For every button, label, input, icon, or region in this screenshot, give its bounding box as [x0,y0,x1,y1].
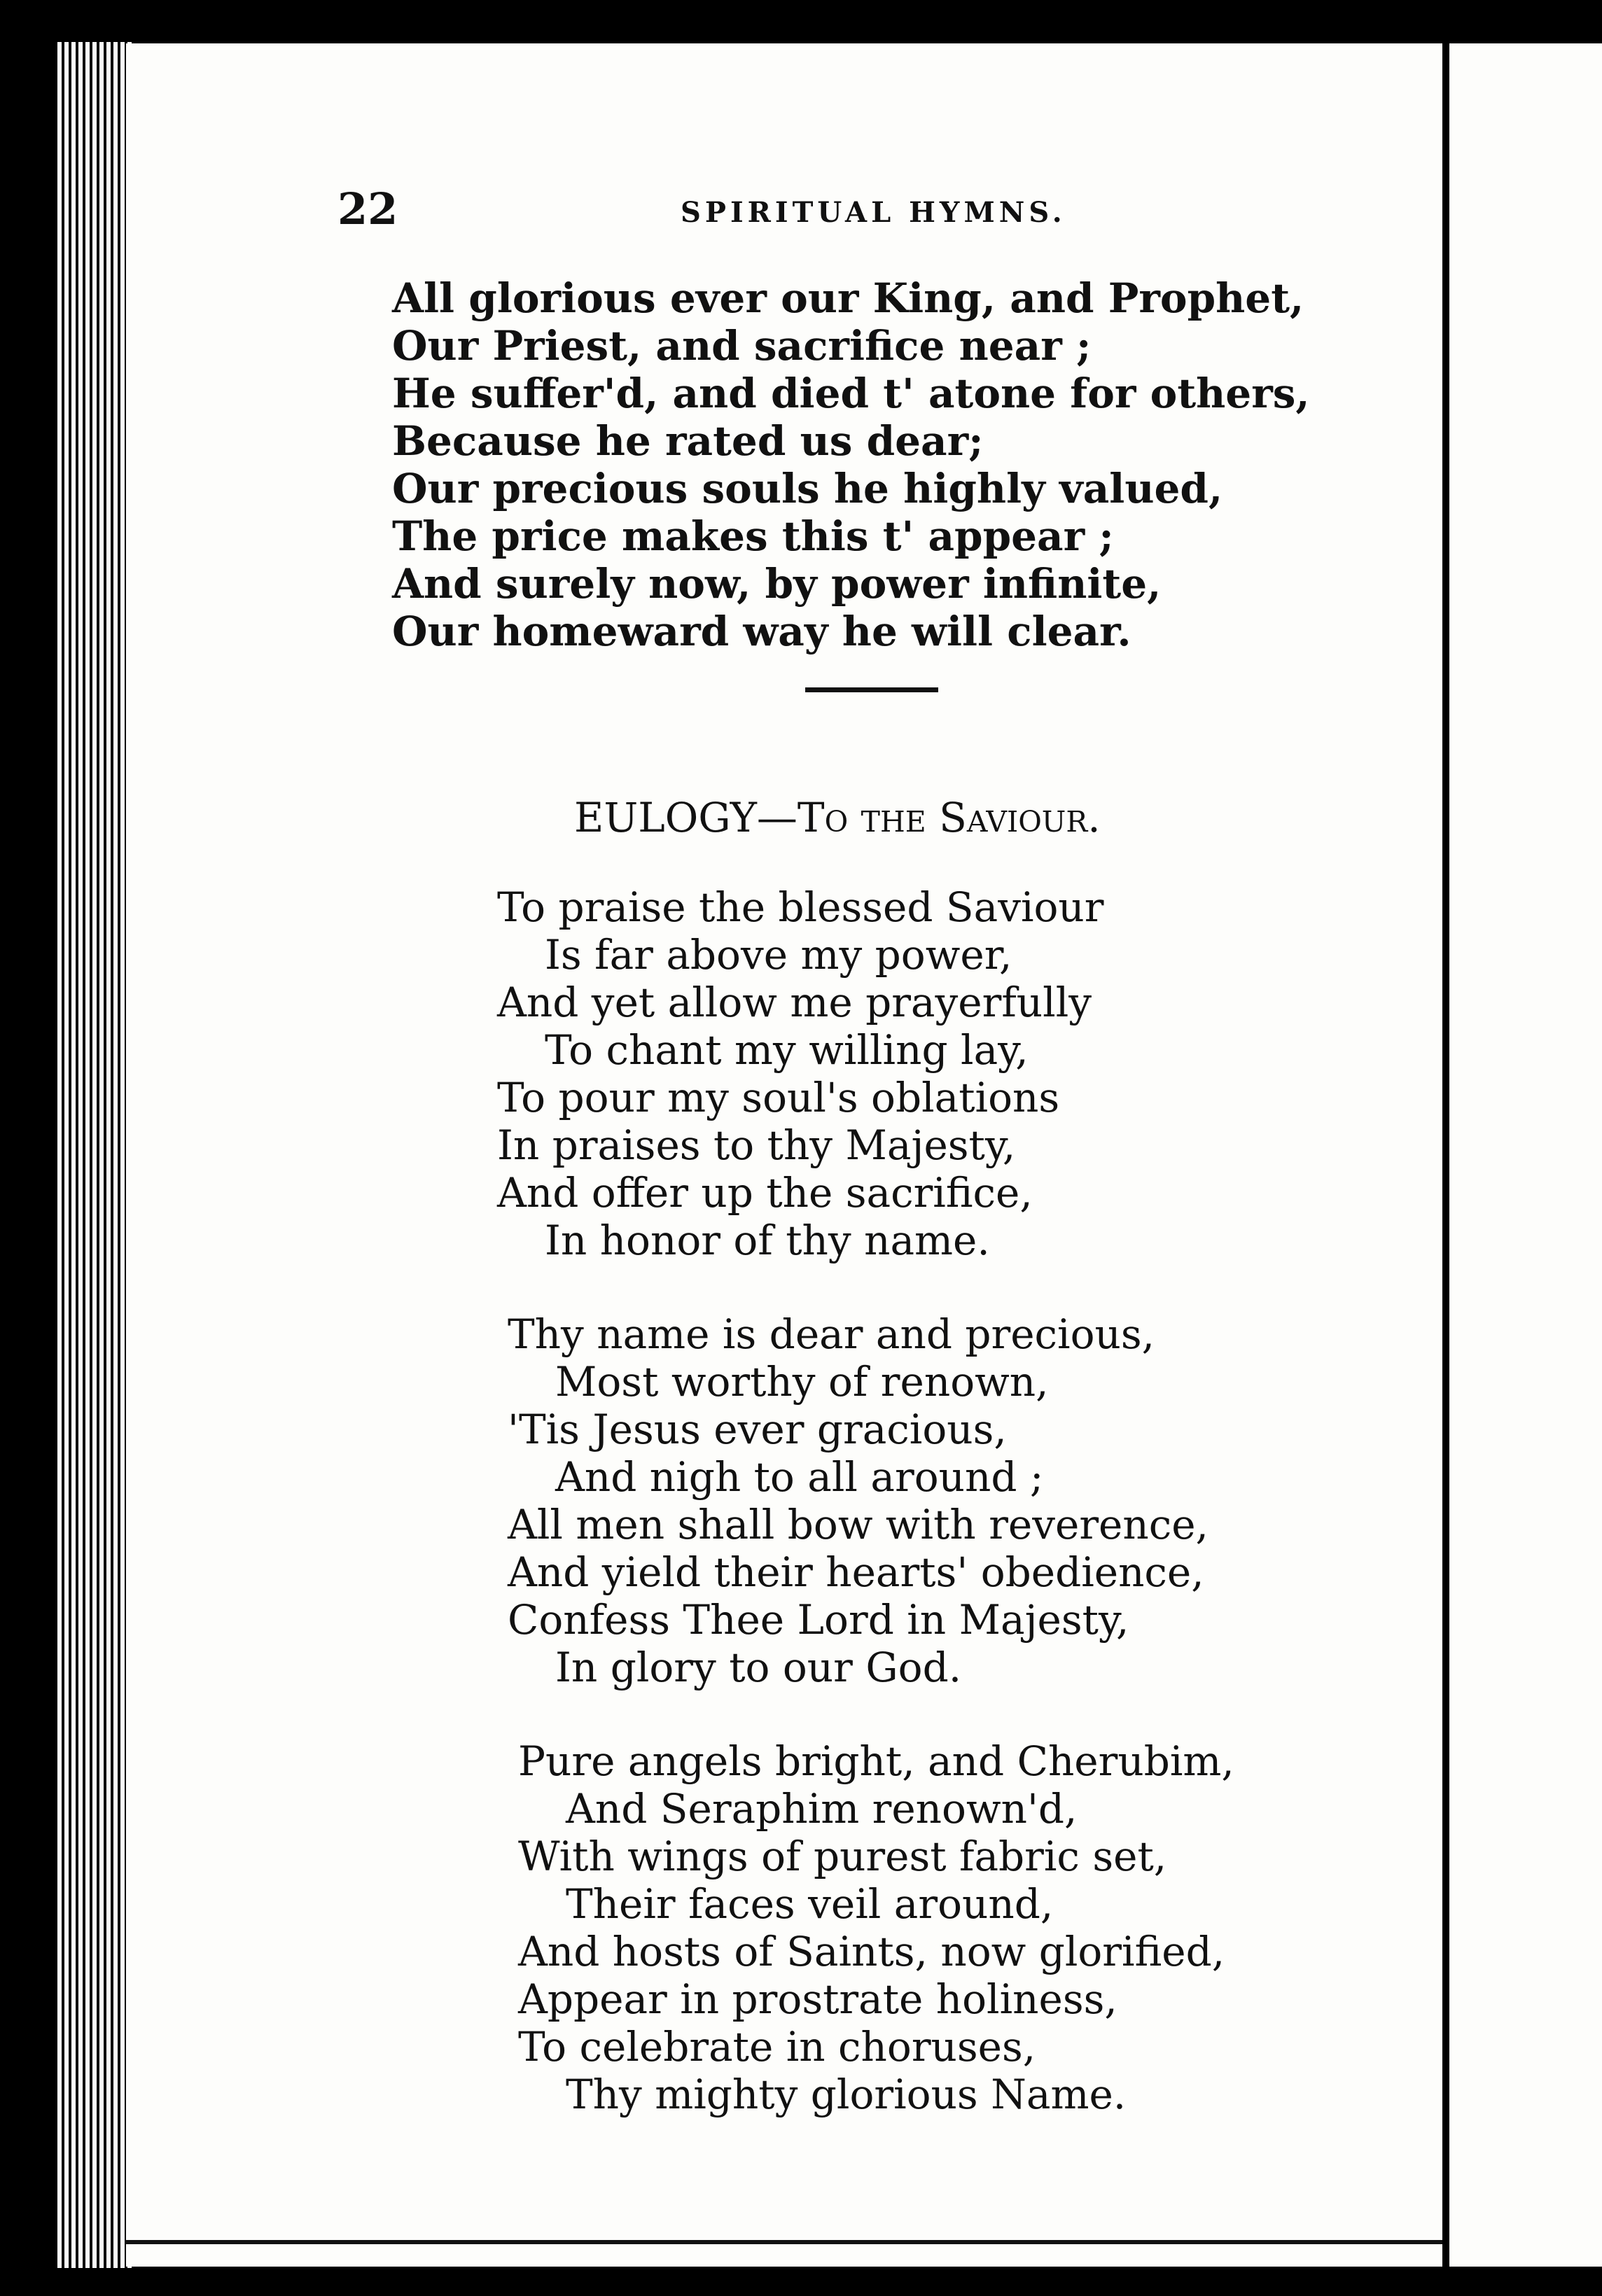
page-bottom-edge [126,2240,1442,2244]
verse-line: He suffer'd, and died t' atone for others, [392,370,1310,417]
running-head: SPIRITUAL HYMNS. [681,196,1066,229]
facing-page-edge [1449,43,1602,2267]
verse-line: Our homeward way he will clear. [392,608,1131,655]
verse-line: To chant my willing lay, [545,1026,1029,1074]
verse-line: And offer up the sacrifice, [497,1169,1033,1217]
verse-line: Our Priest, and sacrifice near ; [392,322,1092,370]
verse-line: Appear in prostrate holiness, [518,1975,1117,2023]
verse-line: Because he rated us dear; [392,417,984,465]
hymn-title-sub: To the Saviour. [797,794,1101,841]
verse-line: And yet allow me prayerfully [497,979,1092,1026]
book-page [126,43,1442,2267]
verse-line: To praise the blessed Saviour [497,883,1104,931]
section-divider [805,687,938,692]
verse-line: Thy name is dear and precious, [508,1310,1155,1358]
verse-line: Thy mighty glorious Name. [566,2071,1127,2118]
verse-line: Pure angels bright, and Cherubim, [518,1737,1234,1785]
verse-line: All glorious ever our King, and Prophet, [392,274,1304,322]
verse-line: To pour my soul's oblations [497,1074,1060,1121]
page-edges [57,42,134,2268]
verse-line: In honor of thy name. [545,1217,990,1264]
verse-line: Confess Thee Lord in Majesty, [508,1596,1129,1644]
verse-line: And Seraphim renown'd, [566,1785,1078,1833]
stanza-1 [392,274,1310,655]
verse-line: To celebrate in choruses, [518,2023,1036,2071]
verse-line: The price makes this t' appear ; [392,512,1114,560]
verse-line: And nigh to all around ; [555,1453,1044,1501]
verse-line: 'Tis Jesus ever gracious, [508,1406,1007,1453]
page-header [126,183,1442,253]
verse-line: And hosts of Saints, now glorified, [518,1928,1225,1975]
stanza-3 [508,1310,1209,1691]
stanza-4 [518,1737,1234,2118]
verse-line: Our precious souls he highly valued, [392,465,1223,512]
verse-line: In glory to our God. [555,1644,962,1691]
verse-line: And surely now, by power infinite, [392,560,1162,608]
verse-line: And yield their hearts' obedience, [508,1548,1204,1596]
hymn-title [574,794,1101,841]
verse-line: Their faces veil around, [566,1880,1054,1928]
hymn-title-main: EULOGY— [574,794,797,841]
page-number: 22 [337,183,398,234]
stanza-2 [497,883,1104,1264]
verse-line: With wings of purest fabric set, [518,1833,1167,1880]
verse-line: All men shall bow with reverence, [508,1501,1209,1548]
verse-line: Most worthy of renown, [555,1358,1049,1406]
verse-line: Is far above my power, [545,931,1012,979]
verse-line: In praises to thy Majesty, [497,1121,1016,1169]
